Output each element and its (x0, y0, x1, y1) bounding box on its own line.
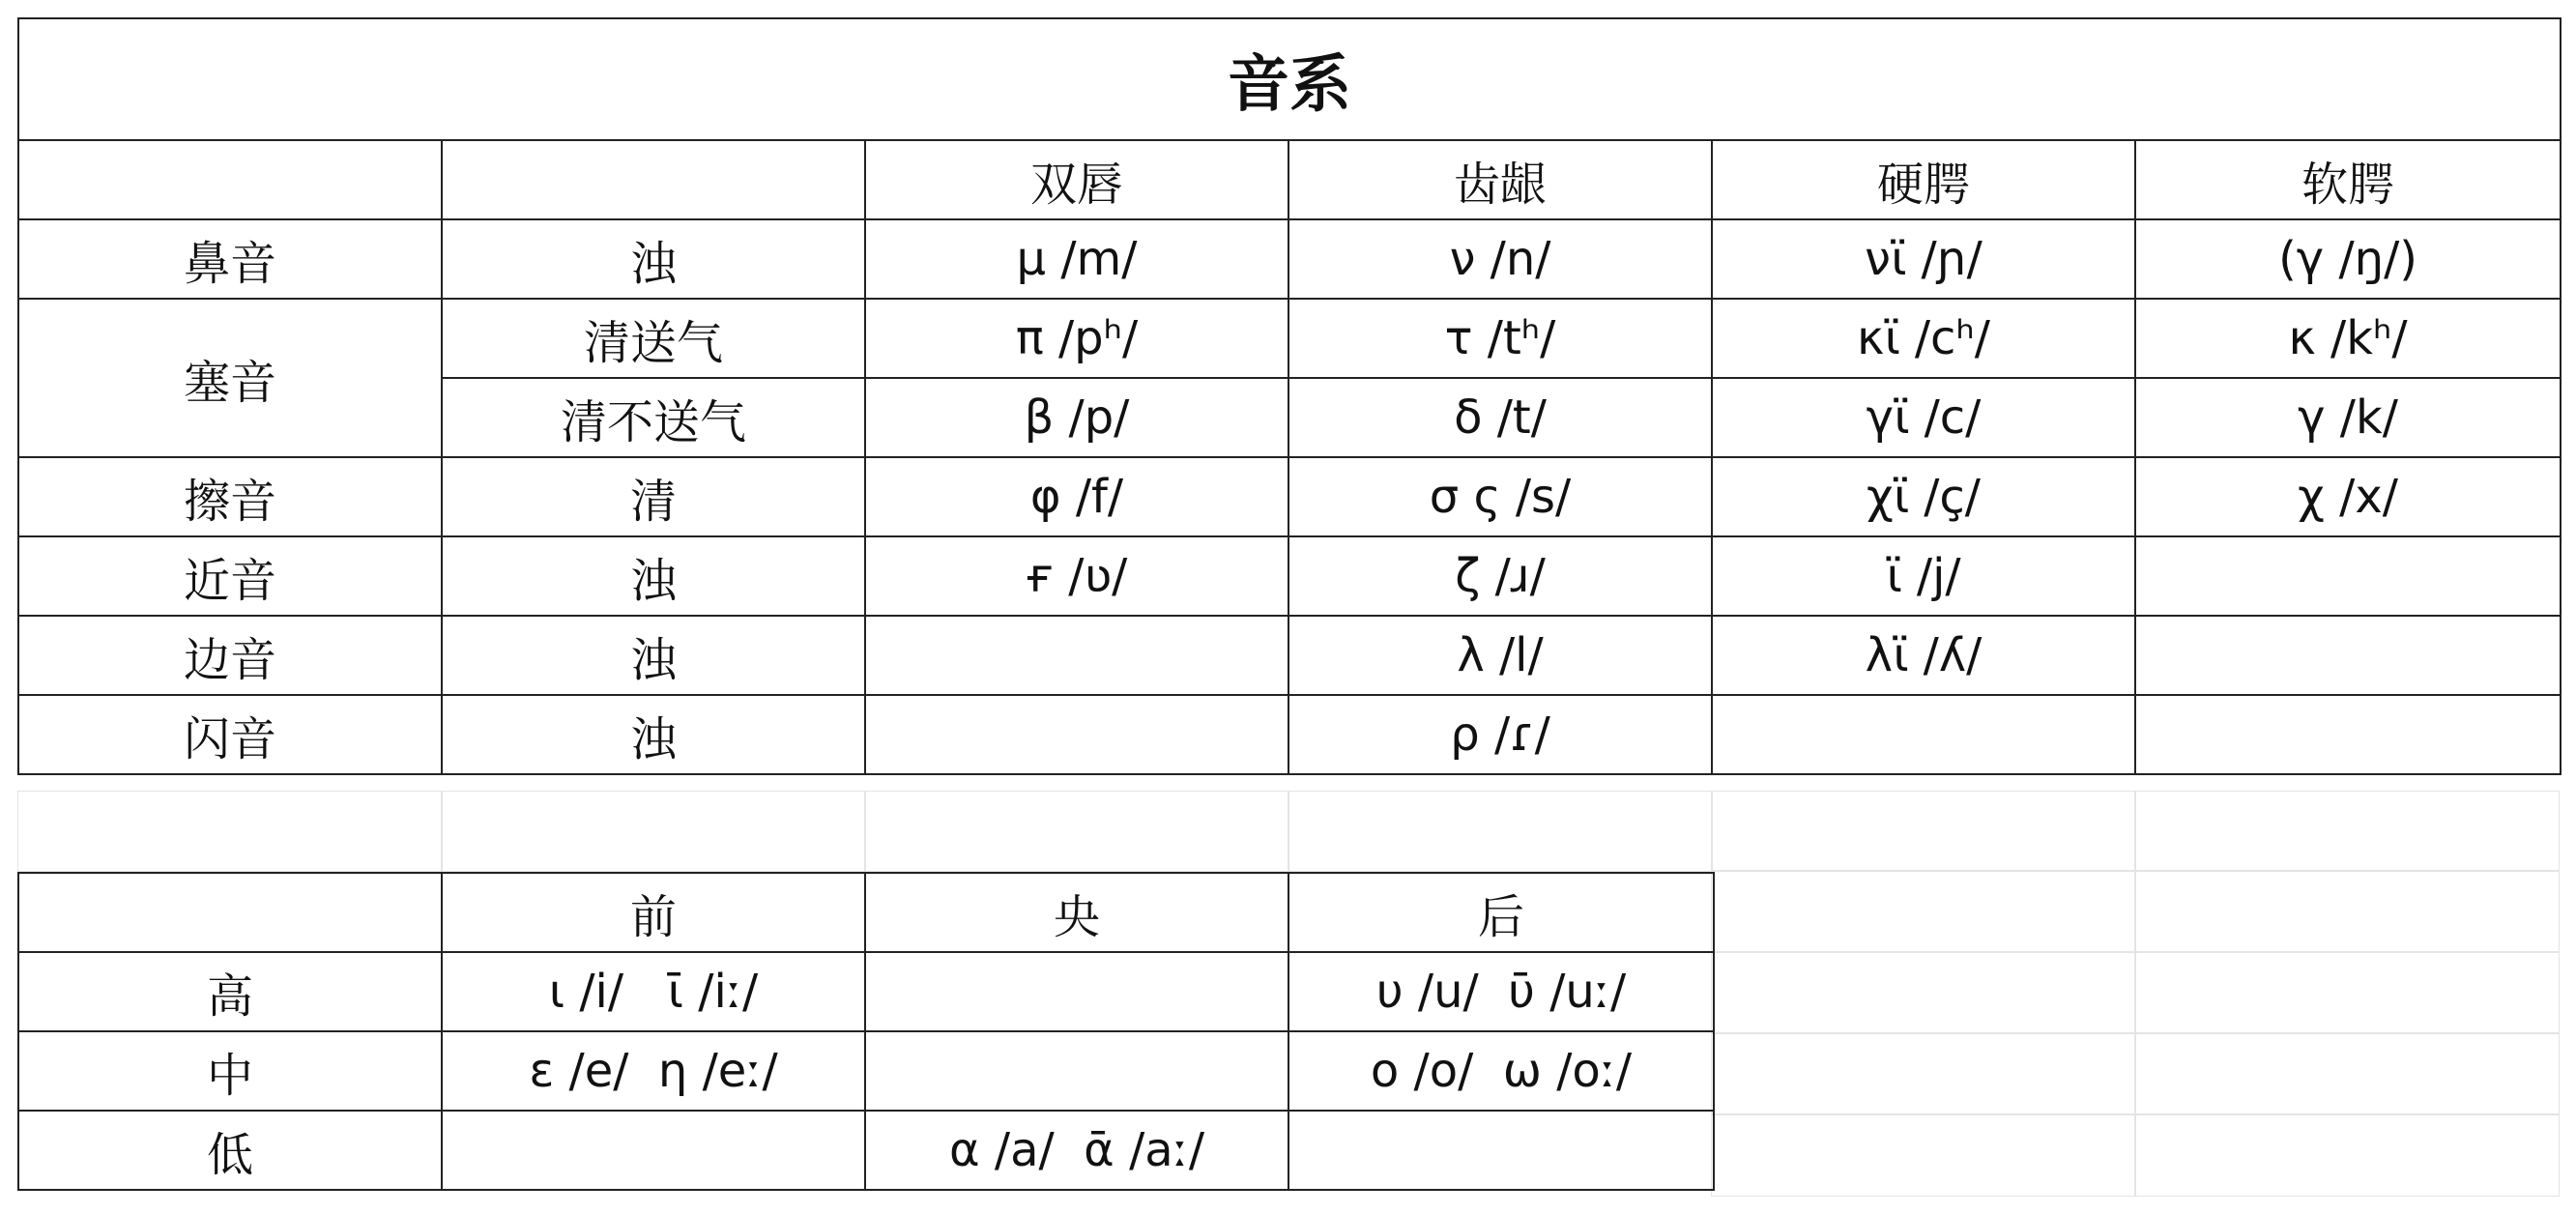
table-cell: ν /n/ (1288, 219, 1712, 299)
empty-grid-cell (864, 791, 1289, 872)
row-header-approximant: 近音 (18, 536, 442, 616)
empty-grid-cell (1711, 1032, 2136, 1115)
table-cell (442, 1111, 865, 1190)
vowel-table (17, 872, 1715, 1191)
table-cell: ε /e/ η /eː/ (442, 1031, 865, 1111)
voicing-cell: 清 (442, 457, 865, 536)
table-cell: σ ς /s/ (1288, 457, 1712, 536)
table-cell (1712, 695, 2135, 774)
row-header-mid: 中 (18, 1031, 442, 1111)
empty-grid-cell (1711, 951, 2136, 1034)
table-cell: δ /t/ (1288, 378, 1712, 457)
table-cell: νϊ /ɲ/ (1712, 219, 2135, 299)
empty-grid-cell (2134, 870, 2560, 953)
table-cell: π /pʰ/ (865, 299, 1288, 378)
table-cell: β /p/ (865, 378, 1288, 457)
column-header-empty (18, 873, 442, 952)
table-cell: ζ /ɹ/ (1288, 536, 1712, 616)
consonant-table (17, 17, 2562, 775)
voicing-cell: 清不送气 (442, 378, 865, 457)
voicing-cell: 浊 (442, 536, 865, 616)
table-cell: ο /o/ ω /oː/ (1288, 1031, 1714, 1111)
empty-grid-cell (2134, 791, 2560, 872)
row-header-flap: 闪音 (18, 695, 442, 774)
column-header-central: 央 (865, 873, 1288, 952)
table-cell: ϊ /j/ (1712, 536, 2135, 616)
table-cell: α /a/ ᾱ /aː/ (865, 1111, 1288, 1190)
table-cell (1288, 1111, 1714, 1190)
table-cell: τ /tʰ/ (1288, 299, 1712, 378)
column-header-empty (18, 140, 442, 219)
table-cell (2135, 616, 2561, 695)
table-cell: χ /x/ (2135, 457, 2561, 536)
empty-grid-cell (17, 791, 443, 872)
table-cell (865, 616, 1288, 695)
column-header-back: 后 (1288, 873, 1714, 952)
row-header-high: 高 (18, 952, 442, 1031)
column-header-velar: 软腭 (2135, 140, 2561, 219)
table-cell: ғ /ʋ/ (865, 536, 1288, 616)
column-header-alveolar: 齿龈 (1288, 140, 1712, 219)
voicing-cell: 清送气 (442, 299, 865, 378)
table-cell: χϊ /ç/ (1712, 457, 2135, 536)
empty-grid-cell (2134, 1113, 2560, 1197)
table-cell: μ /m/ (865, 219, 1288, 299)
voicing-cell: 浊 (442, 219, 865, 299)
column-header-front: 前 (442, 873, 865, 952)
table-cell: (γ /ŋ/) (2135, 219, 2561, 299)
row-header-plosive: 塞音 (18, 299, 442, 457)
row-header-fricative: 擦音 (18, 457, 442, 536)
table-cell (865, 952, 1288, 1031)
table-cell (2135, 695, 2561, 774)
row-header-nasal: 鼻音 (18, 219, 442, 299)
empty-grid-cell (1288, 791, 1713, 872)
table-cell (865, 695, 1288, 774)
table-cell: φ /f/ (865, 457, 1288, 536)
row-header-lateral: 边音 (18, 616, 442, 695)
column-header-palatal: 硬腭 (1712, 140, 2135, 219)
table-cell: λ /l/ (1288, 616, 1712, 695)
table-cell (865, 1031, 1288, 1111)
empty-grid-cell (1711, 791, 2136, 872)
column-header-bilabial: 双唇 (865, 140, 1288, 219)
table-cell: υ /u/ ῡ /uː/ (1288, 952, 1714, 1031)
row-header-low: 低 (18, 1111, 442, 1190)
empty-grid-cell (2134, 951, 2560, 1034)
table-cell (2135, 536, 2561, 616)
voicing-cell: 浊 (442, 695, 865, 774)
empty-grid-cell (441, 791, 866, 872)
empty-grid-cell (1711, 1113, 2136, 1197)
table-cell: κ /kʰ/ (2135, 299, 2561, 378)
table-title: 音系 (18, 18, 2561, 140)
table-cell: λϊ /ʎ/ (1712, 616, 2135, 695)
empty-grid-cell (1711, 870, 2136, 953)
voicing-cell: 浊 (442, 616, 865, 695)
table-cell: κϊ /cʰ/ (1712, 299, 2135, 378)
table-cell: ρ /ɾ/ (1288, 695, 1712, 774)
table-cell: γ /k/ (2135, 378, 2561, 457)
table-cell: ι /i/ ῑ /iː/ (442, 952, 865, 1031)
column-header-empty (442, 140, 865, 219)
empty-grid-cell (2134, 1032, 2560, 1115)
table-cell: γϊ /c/ (1712, 378, 2135, 457)
